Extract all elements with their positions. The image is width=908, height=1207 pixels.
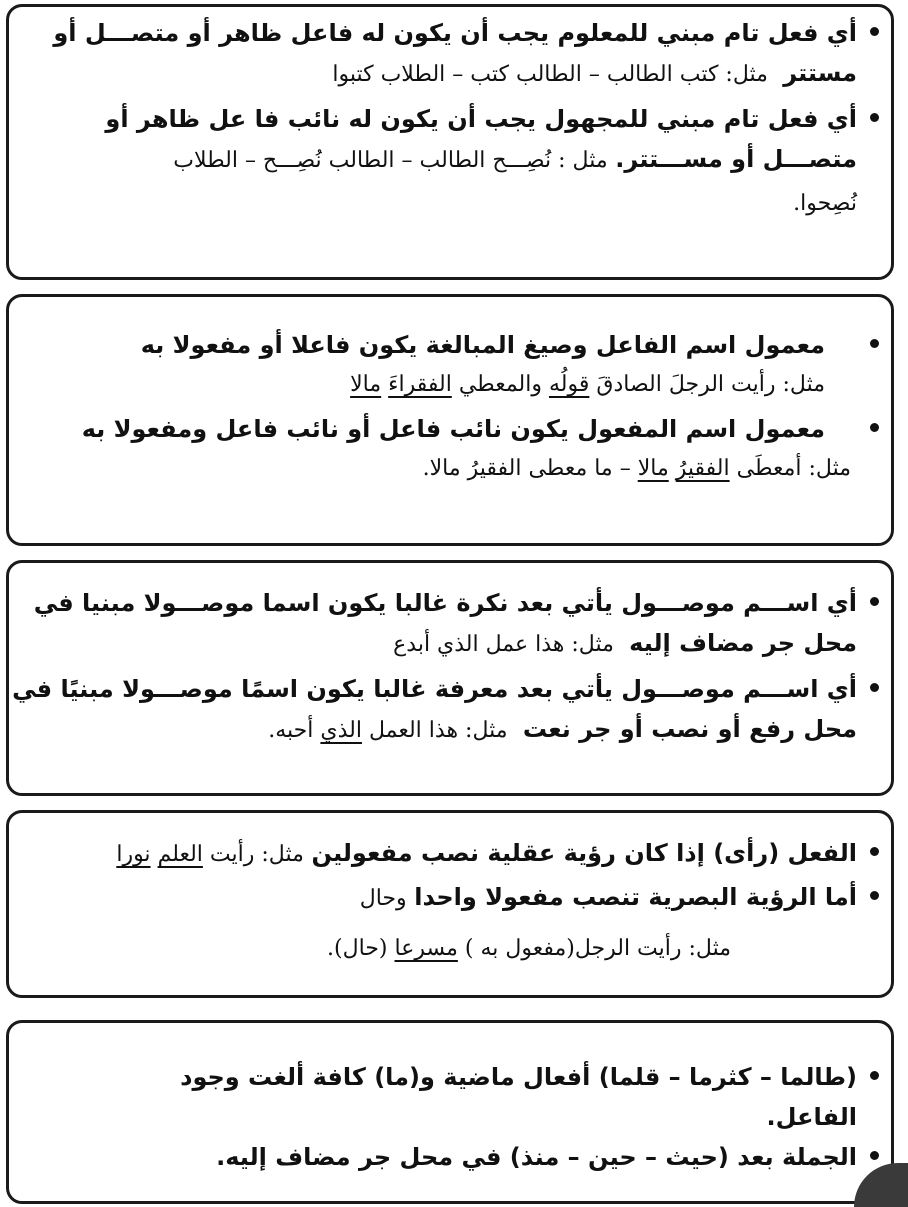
rule-text: الفعل (رأى) إذا كان رؤية عقلية نصب مفعولين (311, 839, 857, 867)
rule-text: أي اســـم موصـــول يأتي بعد معرفة غالبا يكون اسمًا موصـــولا مبنيًا في (12, 675, 857, 703)
example-text: مثل: رأيت الرجل(مفعول به ) مسرعا (حال). (327, 936, 731, 961)
rule-text-continued: محل رفع أو نصب أو جر نعت (522, 715, 857, 743)
rules-list (9, 833, 891, 919)
rule-item-active-verb (9, 13, 891, 95)
example-text: مثل: أمعطَى الفقيرُ مالا – ما معطى الفقيرُ مالا. (422, 456, 851, 481)
underlined-word: الذي (320, 718, 362, 743)
underlined-word: الفقراءَ (388, 372, 452, 397)
example-text: مثل : نُصِـــح الطالب – الطالب نُصِـــح – الطلاب (173, 148, 608, 173)
rules-box-verb-raa (6, 810, 894, 998)
rule-text-continued: متصـــل أو مســـتتر. (615, 145, 857, 173)
rule-text: أي فعل تام مبني للمجهول يجب أن يكون له نائب فا عل ظاهر أو (105, 105, 857, 133)
rules-box-verb-subject (6, 4, 894, 280)
underlined-word: مالا (350, 372, 382, 397)
underlined-word: مالا (637, 456, 669, 481)
example-text: مثل: هذا العمل الذي أحبه. (268, 718, 508, 743)
rule-item-active-participle (9, 325, 891, 405)
rules-list (9, 13, 891, 227)
rule-item-visual-seeing (9, 877, 891, 919)
rule-item-mental-seeing (9, 833, 891, 875)
rules-box-relative-pronouns (6, 560, 894, 796)
rule-text-tail: وحال (359, 886, 407, 911)
rule-text: معمول اسم المفعول يكون نائب فاعل أو نائب فاعل ومفعولا به (81, 415, 825, 443)
rule-text: (طالما – كثرما – قلما) أفعال ماضية و(ما) كافة ألغت وجود (180, 1063, 857, 1091)
rule-text-continued: مستتر (783, 59, 857, 87)
rule-text: معمول اسم الفاعل وصيغ المبالغة يكون فاعلا أو مفعولا به (140, 331, 825, 359)
underlined-word: نورا (116, 842, 151, 867)
rules-box-ma-kaffa (6, 1020, 894, 1204)
rule-text-continued: الفاعل. (766, 1103, 857, 1131)
example-text: مثل: كتب الطالب – الطالب كتب – الطلاب كتبوا (332, 62, 768, 87)
example-text: مثل: هذا عمل الذي أبدع (393, 632, 614, 657)
underlined-word: الفقيرُ (675, 456, 730, 481)
underlined-word: مسرعا (394, 936, 458, 961)
example-text: مثل: رأيت العلم نورا (116, 842, 304, 867)
underlined-word: قولُه (548, 372, 590, 397)
rule-text: أي اســـم موصـــول يأتي بعد نكرة غالبا يكون اسما موصـــولا مبنيا في (33, 589, 857, 617)
rule-text: أما الرؤية البصرية تنصب مفعولا واحدا (414, 883, 857, 911)
rules-list (9, 325, 891, 449)
example-text-continued: نُصِحوا. (793, 191, 857, 216)
rule-item-after-indefinite (9, 583, 891, 665)
rules-box-participles (6, 294, 894, 546)
rule-item-sentence-after-adverbs (9, 1137, 891, 1177)
rules-list (9, 583, 891, 751)
rule-text: أي فعل تام مبني للمعلوم يجب أن يكون له فاعل ظاهر أو متصـــل أو (53, 19, 857, 47)
rule-item-after-definite (9, 669, 891, 751)
rule-text-continued: محل جر مضاف إليه (629, 629, 857, 657)
rule-item-passive-verb (9, 99, 891, 227)
underlined-word: العلم (157, 842, 203, 867)
rules-list (9, 1057, 891, 1177)
rule-text: الجملة بعد (حيث – حين – منذ) في محل جر مضاف إليه. (216, 1143, 857, 1171)
example-text: مثل: رأيت الرجلَ الصادقَ قولُه والمعطي الفقراءَ مالا (350, 372, 825, 397)
rule-item-ma-kaffa (9, 1057, 891, 1137)
rule-item-passive-participle (9, 409, 891, 449)
